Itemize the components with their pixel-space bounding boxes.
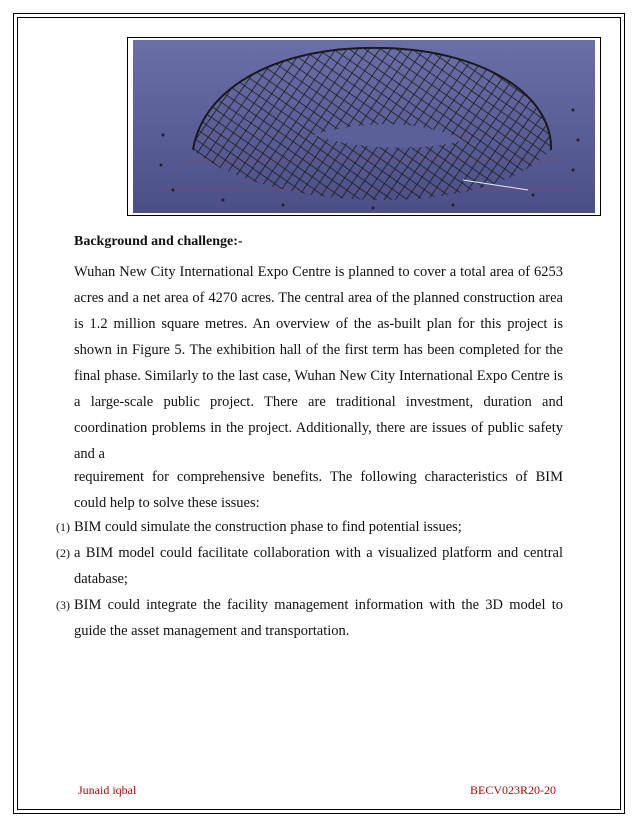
paragraph-2: requirement for comprehensive benefits. The following characteristics of BIM could help to solve these issues: [74, 469, 563, 511]
section-heading: Background and challenge:- [74, 234, 243, 249]
list-text: a BIM model could facilitate collaboration with a visualized platform and central database; [74, 545, 563, 587]
footer-code: BECV023R20-20 [470, 783, 557, 797]
footer-author: Junaid iqbal [78, 783, 137, 797]
list-text: BIM could integrate the facility management information with the 3D model to guide the asset management and transportation. [74, 597, 563, 639]
paragraph-1: Wuhan New City International Expo Centre is planned to cover a total area of 6253 acres and a net area of 4270 acres. The central area of the planned construction area is 1.2 million square metres. An overview of the as-built plan for this project is shown in Figure 5. The exhibition hall of the first term has been completed for the final phase. Similarly to the last case, Wuhan New City International Expo Centre is a large-scale public project. There are traditional investment, duration and coordination problems in the project. Additionally, there are issues of public safety and a [74, 264, 563, 462]
lattice-dome-illustration [133, 40, 595, 213]
list-number: (1) [56, 520, 70, 534]
list-number: (2) [56, 546, 70, 560]
figure-image [127, 37, 601, 216]
list-number: (3) [56, 598, 70, 612]
list-text: BIM could simulate the construction phase to find potential issues; [74, 519, 462, 535]
